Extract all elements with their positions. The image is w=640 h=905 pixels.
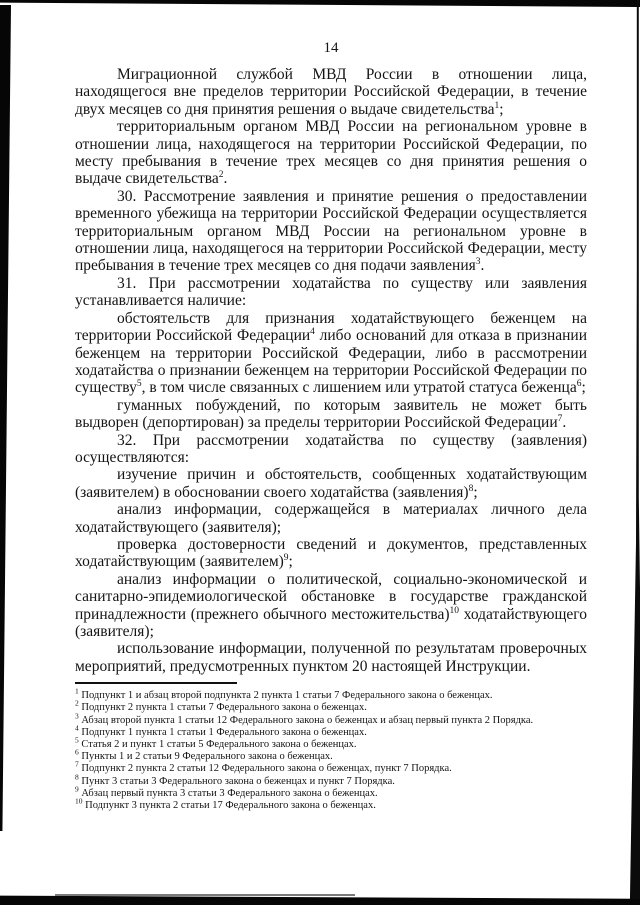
footnote: $^4$ Подпункт 1 пункта 1 статьи 1 Федерального закона о беженцах. (75, 723, 367, 738)
paragraph: изучение причин и обстоятельств, сообщенных ходатайствующим (заявителем) в обосновании своего ходатайства (заявления)$^8$; (75, 466, 587, 501)
scan-artifact-right-edge (630, 0, 640, 905)
footnote-number: 1 (75, 686, 79, 696)
footnote-reference: 1 (494, 100, 500, 111)
footnote-separator (75, 682, 237, 684)
footnote-reference: 3 (475, 257, 481, 268)
footnote-number: 3 (75, 711, 79, 721)
footnote: $^7$ Подпункт 2 пункта 2 статьи 12 Федерального закона о беженцах, пункт 7 Порядка. (75, 759, 452, 775)
paragraph: проверка достоверности сведений и документов, представленных ходатайствующим (заявителем)$^9$; (75, 535, 587, 571)
paragraph: Миграционной службой МВД России в отношении лица, находящегося вне пределов территории Российской Федерации, в течение двух месяцев со дня принятия решения о выдаче свидетельства$^1$; (75, 66, 587, 118)
footnote: $^{10}$ Подпункт 3 пункта 2 статьи 17 Федерального закона о беженцах. (75, 796, 376, 812)
paragraph: 31. При рассмотрении ходатайства по существу или заявления устанавливается наличие: (75, 274, 587, 310)
footnotes (75, 686, 587, 812)
footnote-reference: 7 (557, 413, 563, 424)
footnote-number: 9 (75, 784, 79, 794)
footnote: $^5$ Статья 2 и пункт 1 статьи 5 Федерального закона о беженцах. (75, 735, 357, 751)
paragraph: гуманных побуждений, по которым заявитель не может быть выдворен (депортирован) за пределы территории Российской Федерации$^7$. (75, 396, 587, 432)
paragraph: 32. При рассмотрении ходатайства по существу (заявления) осуществляются: (75, 431, 587, 466)
footnote-number: 5 (75, 735, 79, 745)
footnote: $^1$ Подпункт 1 и абзац второй подпункта 2 пункта 1 статьи 7 Федерального закона о беженцах. (75, 686, 493, 702)
footnote-reference: 8 (468, 483, 474, 494)
text-column (75, 40, 587, 812)
footnote-reference: 5 (136, 379, 142, 390)
footnote: $^9$ Абзац первый пункта 3 статьи 3 Федерального закона о беженцах. (75, 784, 378, 799)
footnote-reference: 4 (310, 326, 315, 337)
body-text (75, 66, 587, 675)
footnote-number: 4 (75, 723, 79, 733)
page-number: 14 (323, 40, 339, 56)
paragraph: анализ информации о политической, социально-экономической и санитарно-эпидемиологической обстановке в государстве гражданской принадлежности (прежнего обычного местожительства)$^{10}$ ходатайствующего (заявителя); (75, 570, 587, 640)
footnote: $^3$ Абзац второй пункта 1 статьи 12 Федерального закона о беженцах и абзац первый пункта 2 Порядка. (75, 711, 534, 726)
footnote: $^8$ Пункт 3 статьи 3 Федерального закона о беженцах и пункт 7 Порядка. (75, 772, 395, 787)
footnote-reference: 9 (283, 553, 289, 564)
footnote-number: 7 (75, 759, 79, 769)
footnote-number: 10 (75, 796, 83, 806)
footnote-number: 2 (75, 698, 79, 708)
paragraph: территориальным органом МВД России на региональном уровне в отношении лица, находящегося на территории Российской Федерации, по месту пребывания в течение трех месяцев со дня принятия решения о выдаче свидетельства$^2$. (75, 118, 587, 188)
paragraph: 30. Рассмотрение заявления и принятие решения о предоставлении временного убежища на территории Российской Федерации осуществляется территориальным органом МВД России на региональном уровне в отношении лица, находящегося на территории Российской Федерации, месту пребывания в течение трех месяцев со дня подачи заявления$^3$. (75, 187, 587, 275)
scan-artifact-left-edge (0, 5, 11, 831)
scan-artifact-top-edge (0, 0, 640, 7)
footnote: $^6$ Пункты 1 и 2 статьи 9 Федерального закона о беженцах. (75, 747, 333, 763)
paragraph: использование информации, полученной по результатам проверочных мероприятий, предусмотренных пунктом 20 настоящей Инструкции. (75, 640, 587, 675)
footnote-number: 6 (75, 747, 79, 757)
footnote-reference: 6 (576, 379, 582, 390)
footnote-reference: 2 (218, 170, 224, 181)
footnote: $^2$ Подпункт 2 пункта 1 статьи 7 Федерального закона о беженцах. (75, 698, 367, 714)
paragraph: обстоятельств для признания ходатайствующего беженцем на территории Российской Федерации$^4$ либо оснований для отказа в признании беженцем на территории Российской Федерации, либо в рассмотрении ходатайства о признании беженцем на территории Российской Федерации по существу$^5$, в том числе связанных с лишением или утратой статуса беженца$^6$; (75, 309, 587, 397)
footnote-reference: 10 (449, 605, 460, 616)
scan-artifact-smudge (55, 894, 355, 896)
footnote-number: 8 (75, 772, 79, 782)
paragraph: анализ информации, содержащейся в материалах личного дела ходатайствующего (заявителя); (75, 501, 587, 536)
